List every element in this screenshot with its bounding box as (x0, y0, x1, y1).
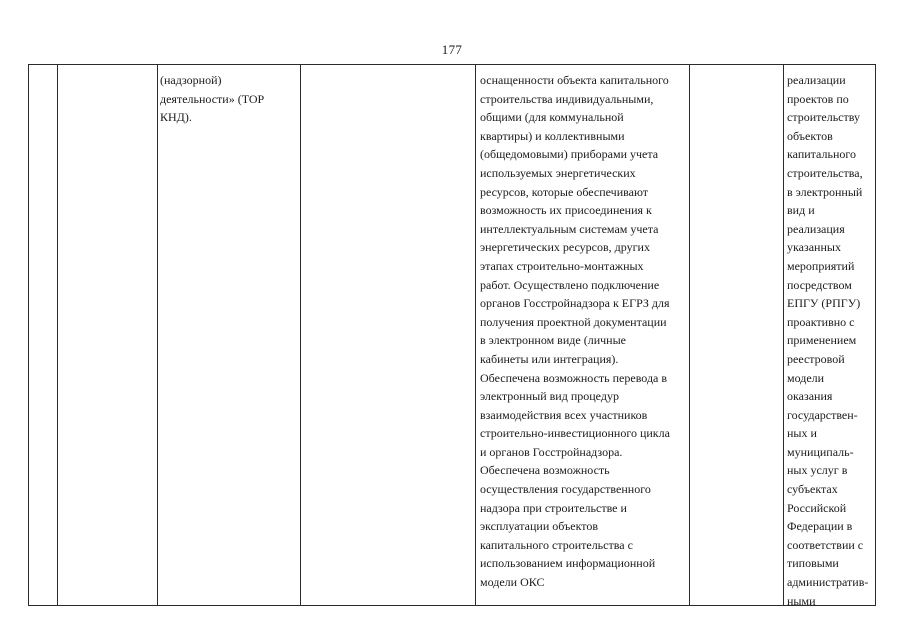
table-cell-implementation-notes: реализации проектов по строительству объектов капитального строительства, в электронный вид и реализация указанных мероприятий посредством ЕПГУ (РПГУ) проактивно с применением реестровой модели оказания государствен- ных и муниципаль- ных услуг в субъектах Российской Федерации в соответствии с типовыми административ- ными (787, 73, 869, 608)
table-cell-oversight-activity: (надзорной) деятельности» (ТОР КНД). (160, 73, 265, 125)
page-number: 177 (441, 42, 463, 57)
column-divider (57, 65, 58, 605)
column-divider (157, 65, 158, 605)
document-table (28, 64, 876, 606)
column-divider (300, 65, 301, 605)
column-divider (783, 65, 784, 605)
table-cell-results-description: оснащенности объекта капитального строительства индивидуальными, общими (для коммунальной квартиры) и коллективными (общедомовыми) приборами учета используемых энергетических ресурсов, которые обеспечивают возможность их присоединения к интеллектуальным системам учета энергетических ресурсов, других этапах строительно-монтажных работ. Осуществлено подключение органов Госстройнадзора к ЕГРЗ для получения проектной документации в электронном виде (личные кабинеты или интеграция). Обеспечена возможность перевода в электронный вид процедур взаимодействия всех участников строительно-инвестиционного цикла и органов Госстройнадзора. Обеспечена возможность осуществления государственного надзора при строительстве и эксплуатации объектов капитального строительства с использованием информационной модели ОКС (480, 73, 670, 590)
column-divider (475, 65, 476, 605)
